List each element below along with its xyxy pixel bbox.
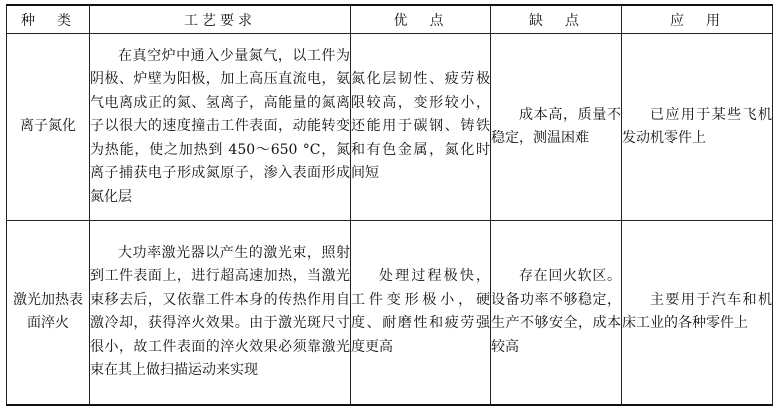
advantages-text: 处理过程极快，工件变形极小，硬度、耐磨性和疲劳强度更高: [351, 268, 490, 355]
cell-disadvantages: [491, 34, 622, 221]
process-table: [6, 4, 773, 406]
cell-disadvantages: [491, 221, 622, 405]
process-text: 在真空炉中通入少量氮气，以工件为阴极、炉壁为阳极，加上高压直流电，氨气电离成正的氮、氢离子，高能量的氮离子以很大的速度撞击工件表面，动能转变为热能，使之加热到 450～650 °C，氮离子捕获电子形成氮原子，渗入表面形成氮化层: [90, 47, 350, 205]
cell-applications: [622, 34, 773, 221]
header-type: 种 类: [7, 5, 90, 34]
header-disadvantages: 缺 点: [491, 5, 622, 34]
header-row: [7, 5, 773, 34]
cell-advantages: 氮化层韧性、疲劳极限较高，变形较小，还能用于碳钢、铸铁和有色金属，氮化时间短: [351, 34, 491, 221]
table-row: [7, 221, 773, 405]
cell-applications: [622, 221, 773, 405]
cell-advantages: [351, 221, 491, 405]
applications-text: 已应用于某些飞机发动机零件上: [622, 106, 772, 146]
disadvantages-text: 存在回火软区。设备功率不够稳定，生产不够安全，成本较高: [491, 268, 621, 355]
cell-process: [90, 34, 351, 221]
table-row: [7, 34, 773, 221]
header-advantages: 优 点: [351, 5, 491, 34]
cell-type: 离子氮化: [7, 34, 90, 221]
disadvantages-text: 成本高，质量不稳定，测温困难: [491, 106, 621, 146]
cell-type: 激光加热表面淬火: [7, 221, 90, 405]
cell-process: [90, 221, 351, 405]
process-text: 大功率激光器以产生的激光束，照射到工件表面上，进行超高速加热，当激光束移去后，又依靠工件本身的传热作用自激冷却，获得淬火效果。由于激光斑尺寸很小，故工件表面的淬火效果必须靠激光束在其上做扫描运动来实现: [90, 244, 350, 379]
applications-text: 主要用于汽车和机床工业的各种零件上: [622, 291, 772, 332]
header-process: 工艺要求: [90, 5, 351, 34]
header-applications: 应 用: [622, 5, 773, 34]
